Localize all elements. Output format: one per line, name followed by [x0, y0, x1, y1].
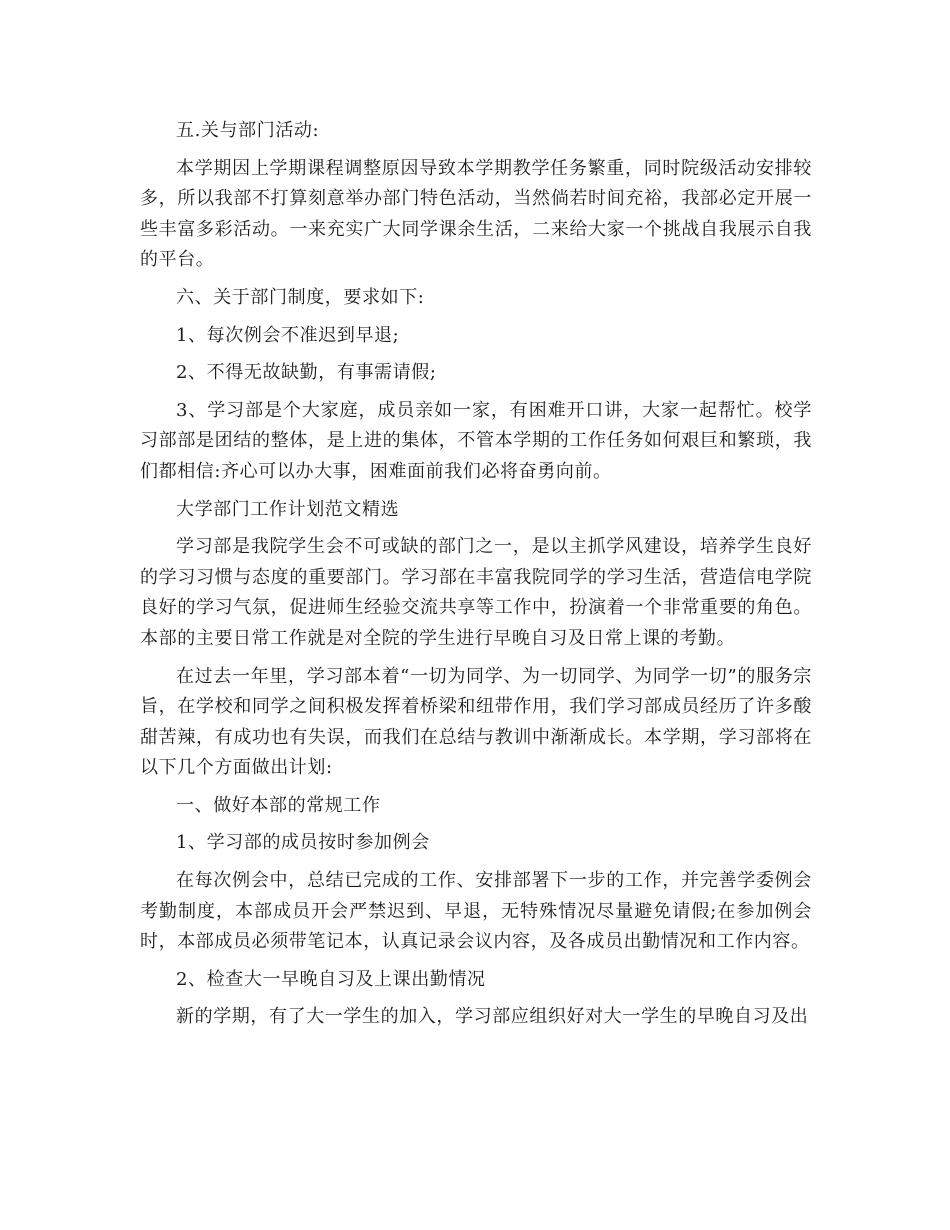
subheading-meetings: 1、学习部的成员按时参加例会	[176, 832, 430, 854]
document-body	[140, 116, 812, 1040]
paragraph-activities: 本学期因上学期课程调整原因导致本学期教学任务繁重，同时院级活动安排较多，所以我部不打算刻意举办部门特色活动，当然倘若时间充裕，我部必定开展一些丰富多彩活动。一来充实广大同学课余生活，二来给大家一个挑战自我展示自我的平台。	[140, 157, 812, 271]
paragraph-past-year: 在过去一年里，学习部本着“一切为同学、为一切同学、为同学一切”的服务宗旨，在学校和同学之间积极发挥着桥梁和纽带作用，我们学习部成员经历了许多酸甜苦辣，有成功也有失误，而我们在总结与教训中渐渐成长。本学期，学习部将在以下几个方面做出计划:	[140, 665, 812, 779]
section-heading-routine: 一、做好本部的常规工作	[176, 794, 381, 816]
rule-item-2: 2、不得无故缺勤，有事需请假;	[176, 362, 437, 384]
article-title: 大学部门工作计划范文精选	[176, 498, 400, 520]
rule-item-3: 3、学习部是个大家庭，成员亲如一家，有困难开口讲，大家一起帮忙。校学习部部是团结的整体，是上进的集体，不管本学期的工作任务如何艰巨和繁琐，我们都相信:齐心可以办大事，困难面前我们必将奋勇向前。	[140, 399, 812, 482]
paragraph-intro: 学习部是我院学生会不可或缺的部门之一，是以主抓学风建设，培养学生良好的学习习惯与态度的重要部门。学习部在丰富我院同学的学习生活，营造信电学院良好的学习气氛，促进师生经验交流共享等工作中，扮演着一个非常重要的角色。本部的主要日常工作就是对全院的学生进行早晚自习及日常上课的考勤。	[140, 536, 812, 649]
section-heading-activities: 五.关与部门活动:	[176, 120, 320, 141]
subheading-attendance: 2、检查大一早晚自习及上课出勤情况	[176, 968, 486, 990]
rule-item-1: 1、每次例会不准迟到早退;	[176, 324, 400, 346]
paragraph-attendance: 新的学期，有了大一学生的加入，学习部应组织好对大一学生的早晚自习及出	[176, 1006, 809, 1028]
paragraph-meetings: 在每次例会中，总结已完成的工作、安排部署下一步的工作，并完善学委例会考勤制度，本部成员开会严禁迟到、早退，无特殊情况尽量避免请假;在参加例会时，本部成员必须带笔记本，认真记录会议内容，及各成员出勤情况和工作内容。	[140, 870, 812, 953]
section-heading-rules: 六、关于部门制度，要求如下:	[176, 286, 425, 308]
